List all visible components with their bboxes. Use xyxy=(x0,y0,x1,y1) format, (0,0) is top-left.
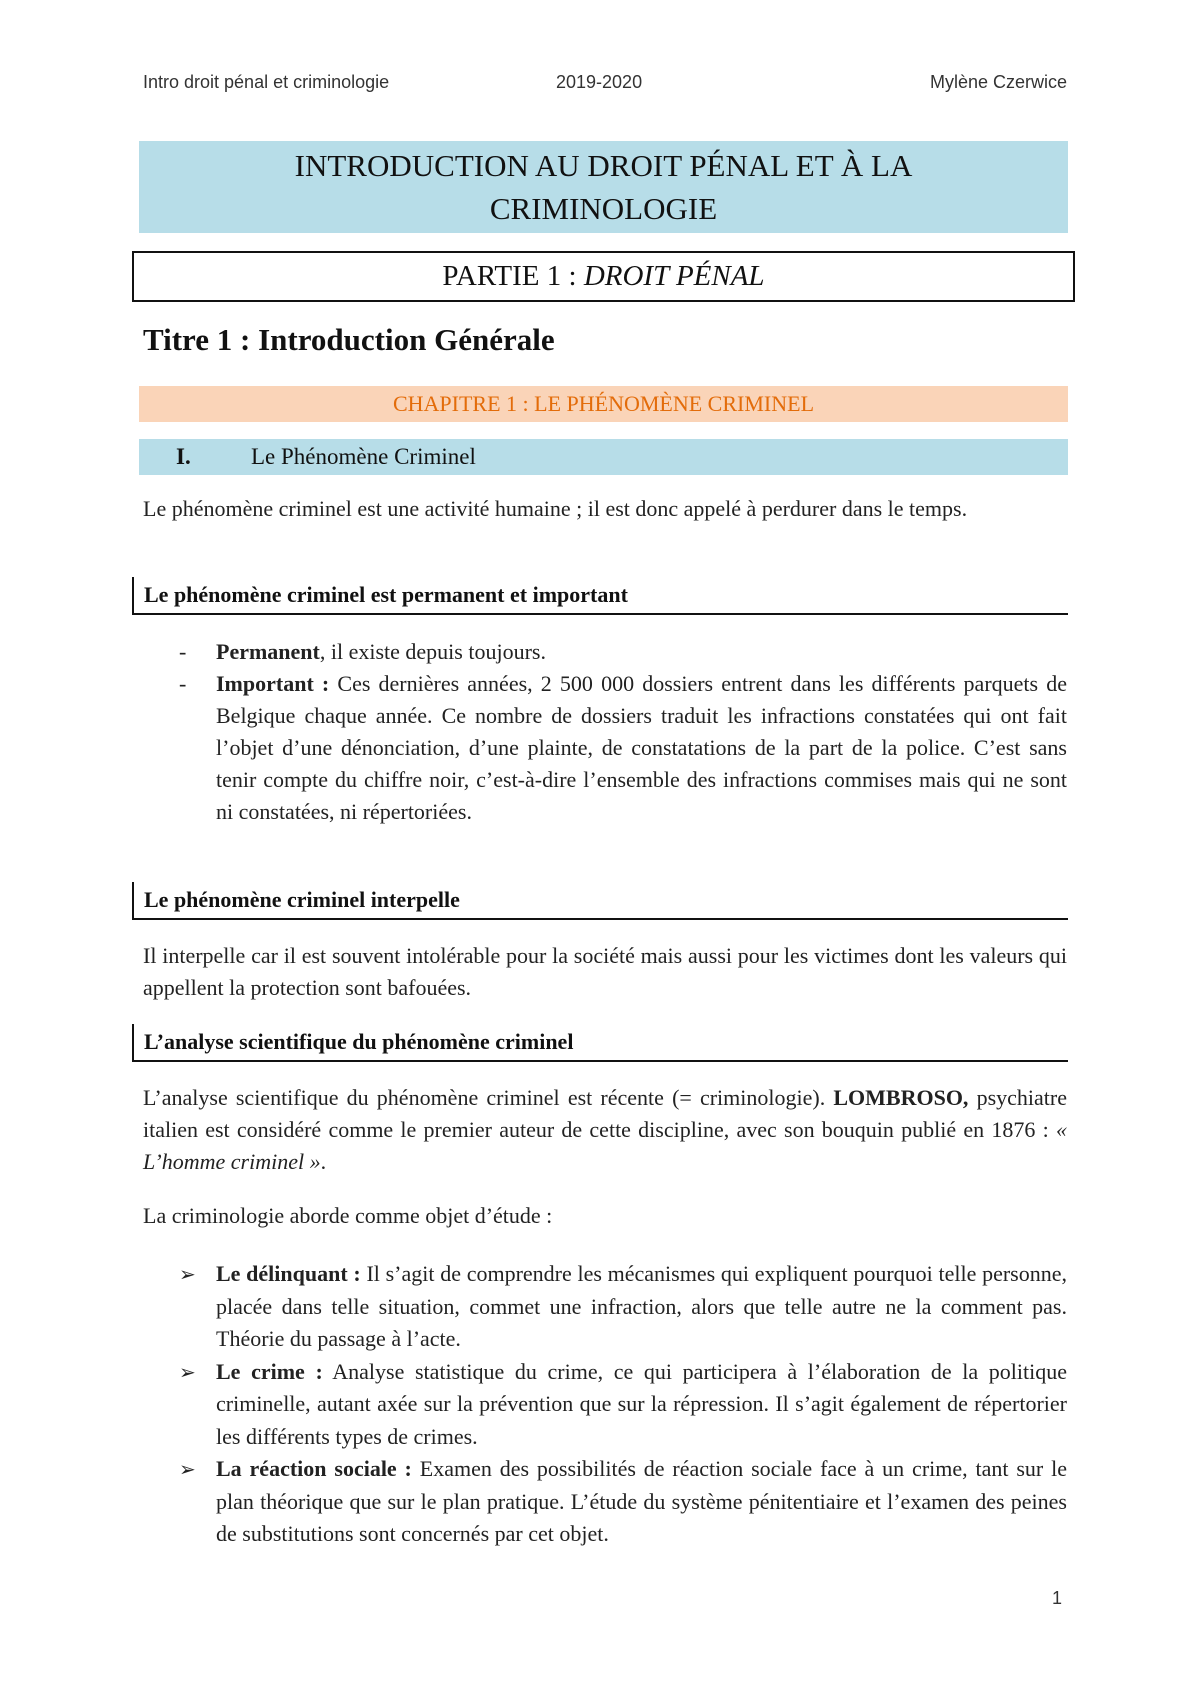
subheading-interpelle: Le phénomène criminel interpelle xyxy=(132,882,1068,920)
arrow-bullet-icon: ➢ xyxy=(179,1262,196,1286)
list-item-term: Le délinquant : xyxy=(216,1261,361,1286)
header-author: Mylène Czerwice xyxy=(929,72,1067,92)
objet-intro-paragraph: La criminologie aborde comme objet d’étude : xyxy=(143,1203,553,1228)
book-title: « L’homme criminel » xyxy=(143,1117,1067,1174)
section-label: Le Phénomène Criminel xyxy=(251,444,476,469)
dash-bullet: - xyxy=(179,671,187,696)
list-item xyxy=(143,1453,1067,1551)
dash-bullet: - xyxy=(179,639,187,664)
arrow-bullet-icon: ➢ xyxy=(179,1359,196,1384)
list-item-text: Analyse statistique du crime, ce qui participera à l’élaboration de la politique criminelle, autant axée sur la prévention que sur la répression. Il s’agit également de répertorier les différents types de crimes. xyxy=(216,1358,1067,1449)
list-item xyxy=(143,1356,1067,1454)
partie-prefix: PARTIE 1 : xyxy=(442,260,584,292)
partie-heading xyxy=(132,251,1075,302)
list-item-term: Le crime : xyxy=(216,1358,323,1384)
page-number: 1 xyxy=(1052,1588,1063,1608)
lombroso-name: LOMBROSO, xyxy=(833,1085,969,1110)
chapter-heading: CHAPITRE 1 : LE PHÉNOMÈNE CRIMINEL xyxy=(139,386,1068,422)
arrow-list xyxy=(143,1258,1067,1551)
section-number: I. xyxy=(176,444,191,469)
subheading-permanent: Le phénomène criminel est permanent et important xyxy=(132,577,1068,615)
document-title-line2: CRIMINOLOGIE xyxy=(489,191,718,226)
analyse-text-end: . xyxy=(320,1149,327,1174)
page-header xyxy=(143,72,1067,102)
list-item-text: Ces dernières années, 2 500 000 dossiers entrent dans les différents parquets de Belgique chaque année. Ce nombre de dossiers traduit les infractions constatées qui ont fait l’objet d’une dénonciation, d’une plainte, de constatations de la part de la police. C’est sans tenir compte du chiffre noir, c’est-à-dire l’ensemble des infractions commises mais qui ne sont ni constatées, ni répertoriées. xyxy=(216,671,1067,824)
list-item-text: Il s’agit de comprendre les mécanismes qui expliquent pourquoi telle personne, placée dans telle situation, commet une infraction, alors que telle autre ne la comment pas. Théorie du passage à l’acte. xyxy=(216,1261,1068,1351)
list-item-term: Important : xyxy=(216,671,330,696)
titre-heading: Titre 1 : Introduction Générale xyxy=(143,322,555,357)
list-item xyxy=(143,1258,1067,1356)
list-item-term: Permanent xyxy=(216,639,320,664)
interpelle-paragraph: Il interpelle car il est souvent intolérable pour la société mais aussi pour les victimes dont les valeurs qui appellent la protection sont bafouées. xyxy=(143,943,1067,1000)
list-item-text: , il existe depuis toujours. xyxy=(319,639,546,664)
header-year: 2019-2020 xyxy=(556,72,643,92)
partie-name: DROIT PÉNAL xyxy=(583,260,765,292)
list-item-text: Examen des possibilités de réaction sociale face à un crime, tant sur le plan théorique que sur le plan pratique. L’étude du système pénitentiaire et l’examen des peines de substitutions sont concernés par cet objet. xyxy=(216,1456,1067,1546)
dash-list xyxy=(143,636,1067,828)
subheading-analyse: L’analyse scientifique du phénomène criminel xyxy=(132,1024,1068,1062)
analyse-text-mid: psychiatre italien est considéré comme le premier auteur de cette discipline, avec son bouquin publié en 1876 : xyxy=(143,1085,1067,1142)
document-title-line1: INTRODUCTION AU DROIT PÉNAL ET À LA xyxy=(294,148,913,183)
header-course-title: Intro droit pénal et criminologie xyxy=(143,72,390,92)
arrow-bullet-icon: ➢ xyxy=(179,1457,196,1481)
list-item xyxy=(143,636,1067,668)
analyse-paragraph xyxy=(143,1082,1067,1178)
document-title xyxy=(139,141,1068,233)
analyse-text-start: L’analyse scientifique du phénomène criminel est récente (= criminologie). xyxy=(143,1085,834,1110)
section-heading xyxy=(139,439,1068,475)
list-item xyxy=(143,668,1067,828)
list-item-term: La réaction sociale : xyxy=(216,1456,412,1481)
intro-paragraph: Le phénomène criminel est une activité humaine ; il est donc appelé à perdurer dans le temps. xyxy=(143,496,968,521)
